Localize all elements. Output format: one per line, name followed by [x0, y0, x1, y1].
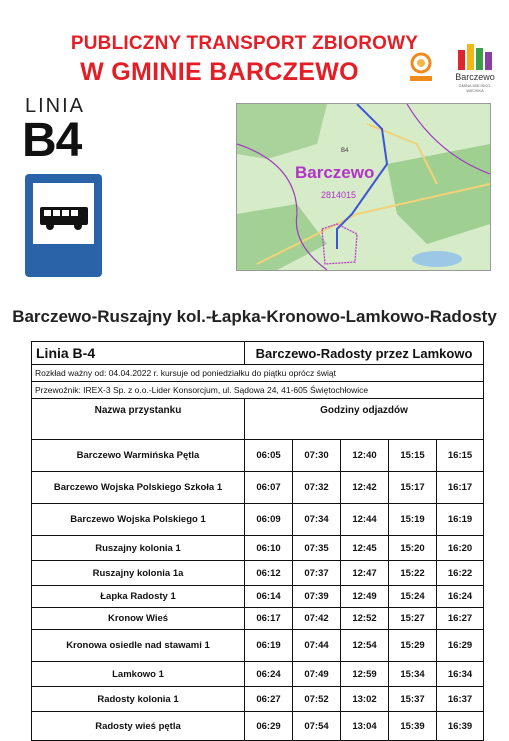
line-code: B4 [22, 114, 82, 167]
table-row [32, 561, 484, 586]
departure-time-cell: 16:37 [437, 687, 484, 712]
map-line-label: B4 [341, 148, 349, 154]
stop-name-cell: Ruszajny kolonia 1a [32, 561, 245, 586]
table-row [32, 662, 484, 687]
stop-name-cell: Radosty wieś pętla [32, 712, 245, 741]
departure-time-cell: 13:02 [341, 687, 389, 712]
departure-time-cell: 12:49 [341, 586, 389, 608]
departure-time-cell: 15:29 [389, 630, 437, 662]
departure-time-cell: 15:39 [389, 712, 437, 741]
departure-time-cell: 06:09 [245, 504, 293, 536]
line-label: LINIA [25, 95, 86, 117]
departure-time-cell: 07:39 [293, 586, 341, 608]
departure-time-cell: 06:27 [245, 687, 293, 712]
validity-cell: Rozkład ważny od: 04.04.2022 r. kursuje od poniedziałku do piątku oprócz świąt [32, 365, 484, 382]
table-row [32, 712, 484, 741]
cittaslow-logo [410, 52, 432, 82]
departure-time-cell: 15:37 [389, 687, 437, 712]
table-row [32, 630, 484, 662]
header-title-line2: W GMINIE BARCZEWO [80, 58, 359, 86]
departure-time-cell: 06:14 [245, 586, 293, 608]
table-row [32, 536, 484, 561]
departure-time-cell: 12:45 [341, 536, 389, 561]
departure-time-cell: 07:49 [293, 662, 341, 687]
departure-time-cell: 13:04 [341, 712, 389, 741]
column-header-stop: Nazwa przystanku [32, 399, 245, 440]
departure-time-cell: 06:24 [245, 662, 293, 687]
departure-time-cell: 07:34 [293, 504, 341, 536]
departure-time-cell: 15:19 [389, 504, 437, 536]
barczewo-logo [450, 42, 500, 100]
departure-time-cell: 07:37 [293, 561, 341, 586]
departure-time-cell: 06:05 [245, 440, 293, 472]
departure-time-cell: 15:34 [389, 662, 437, 687]
stop-name-cell: Barczewo Wojska Polskiego Szkoła 1 [32, 472, 245, 504]
stop-name-cell: Kronowa osiedle nad stawami 1 [32, 630, 245, 662]
departure-time-cell: 16:34 [437, 662, 484, 687]
departure-time-cell: 16:22 [437, 561, 484, 586]
route-title: Barczewo-Ruszajny kol.-Łapka-Kronowo-Lamkowo-Radosty [12, 307, 497, 326]
departure-time-cell: 16:15 [437, 440, 484, 472]
departure-time-cell: 16:17 [437, 472, 484, 504]
stop-name-cell: Radosty kolonia 1 [32, 687, 245, 712]
departure-time-cell: 07:32 [293, 472, 341, 504]
carrier-cell: Przewoźnik: IREX-3 Sp. z o.o.-Lider Konsorcjum, ul. Sądowa 24, 41-605 Świętochłowice [32, 382, 484, 399]
timetable [31, 341, 484, 741]
bus-icon [33, 183, 94, 244]
stop-name-cell: Barczewo Wojska Polskiego 1 [32, 504, 245, 536]
departure-time-cell: 07:30 [293, 440, 341, 472]
departure-time-cell: 16:29 [437, 630, 484, 662]
departure-time-cell: 12:40 [341, 440, 389, 472]
departure-time-cell: 06:17 [245, 608, 293, 630]
table-row [32, 504, 484, 536]
departure-time-cell: 07:54 [293, 712, 341, 741]
table-row [32, 440, 484, 472]
departure-time-cell: 15:15 [389, 440, 437, 472]
departure-time-cell: 15:20 [389, 536, 437, 561]
stop-name-cell: Kronow Wieś [32, 608, 245, 630]
barczewo-logo-subtext: GMINA MIEJSKO-WIEJSKA [458, 83, 492, 93]
table-row [32, 608, 484, 630]
stop-name-cell: Lamkowo 1 [32, 662, 245, 687]
departure-time-cell: 12:54 [341, 630, 389, 662]
departure-time-cell: 15:27 [389, 608, 437, 630]
departure-time-cell: 12:52 [341, 608, 389, 630]
route-map [236, 103, 491, 271]
departure-time-cell: 07:35 [293, 536, 341, 561]
departure-time-cell: 12:44 [341, 504, 389, 536]
departure-time-cell: 15:24 [389, 586, 437, 608]
stop-name-cell: Łapka Radosty 1 [32, 586, 245, 608]
column-header-times: Godziny odjazdów [245, 399, 484, 440]
departure-time-cell: 07:52 [293, 687, 341, 712]
header-title-line1: PUBLICZNY TRANSPORT ZBIOROWY [70, 33, 419, 54]
line-name-cell: Linia B-4 [32, 342, 245, 365]
table-row [32, 472, 484, 504]
departure-time-cell: 16:19 [437, 504, 484, 536]
stop-name-cell: Barczewo Warmińska Pętla [32, 440, 245, 472]
map-town-label: Barczewo [295, 163, 375, 182]
departure-time-cell: 12:42 [341, 472, 389, 504]
departure-time-cell: 06:10 [245, 536, 293, 561]
departure-time-cell: 16:20 [437, 536, 484, 561]
bus-stop-sign [25, 174, 102, 277]
stop-name-cell: Ruszajny kolonia 1 [32, 536, 245, 561]
table-row [32, 687, 484, 712]
departure-time-cell: 15:17 [389, 472, 437, 504]
departure-time-cell: 06:19 [245, 630, 293, 662]
departure-time-cell: 06:07 [245, 472, 293, 504]
table-row [32, 586, 484, 608]
barczewo-logo-text: Barczewo [455, 72, 495, 82]
departure-time-cell: 15:22 [389, 561, 437, 586]
departure-time-cell: 16:27 [437, 608, 484, 630]
departure-time-cell: 16:24 [437, 586, 484, 608]
map-town-code: 2814015 [321, 190, 357, 200]
departure-time-cell: 07:42 [293, 608, 341, 630]
departure-time-cell: 06:12 [245, 561, 293, 586]
departure-time-cell: 06:29 [245, 712, 293, 741]
departure-time-cell: 12:59 [341, 662, 389, 687]
direction-cell: Barczewo-Radosty przez Lamkowo [245, 342, 484, 365]
departure-time-cell: 16:39 [437, 712, 484, 741]
departure-time-cell: 07:44 [293, 630, 341, 662]
departure-time-cell: 12:47 [341, 561, 389, 586]
